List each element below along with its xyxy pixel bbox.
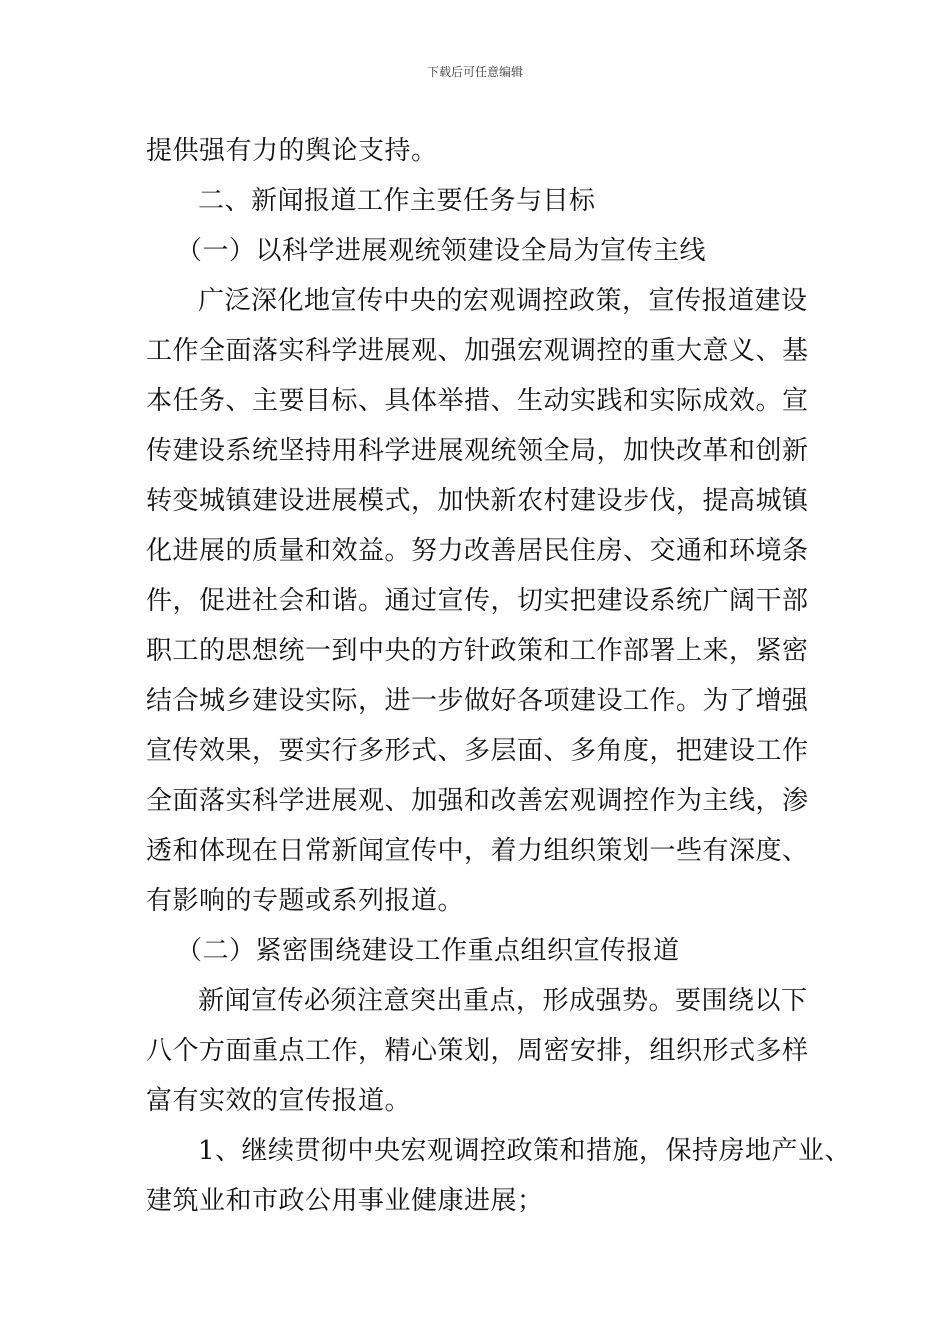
paragraph-line: 八个方面重点工作，精心策划，周密安排，组织形式多样 bbox=[146, 1036, 809, 1066]
paragraph-line: 富有实效的宣传报道。 bbox=[146, 1086, 412, 1116]
paragraph-line: 传建设系统坚持用科学进展观统领全局，加快改革和创新 bbox=[146, 436, 809, 466]
paragraph-line: 宣传效果，要实行多形式、多层面、多角度，把建设工作 bbox=[146, 736, 809, 766]
subsection-heading: （一）以科学进展观统领建设全局为宣传主线 bbox=[176, 236, 707, 266]
subsection-heading: （二）紧密围绕建设工作重点组织宣传报道 bbox=[176, 936, 680, 966]
paragraph-line: 工作全面落实科学进展观、加强宏观调控的重大意义、基 bbox=[146, 336, 809, 366]
paragraph-line: 透和体现在日常新闻宣传中，着力组织策划一些有深度、 bbox=[146, 836, 809, 866]
paragraph-line: 本任务、主要目标、具体举措、生动实践和实际成效。宣 bbox=[146, 386, 809, 416]
list-item-line: 建筑业和市政公用事业健康进展； bbox=[146, 1186, 544, 1216]
paragraph-line: 件，促进社会和谐。通过宣传，切实把建设系统广阔干部 bbox=[146, 586, 809, 616]
paragraph-line: 有影响的专题或系列报道。 bbox=[146, 886, 465, 916]
document-body bbox=[146, 126, 852, 1226]
text-line: 提供强有力的舆论支持。 bbox=[146, 136, 438, 166]
paragraph-line: 广泛深化地宣传中央的宏观调控政策，宣传报道建设 bbox=[198, 286, 808, 316]
paragraph-line: 化进展的质量和效益。努力改善居民住房、交通和环境条 bbox=[146, 536, 809, 566]
section-heading: 二、新闻报道工作主要任务与目标 bbox=[198, 186, 596, 216]
page-header: 下载后可任意编辑 bbox=[426, 65, 523, 79]
paragraph-line: 结合城乡建设实际，进一步做好各项建设工作。为了增强 bbox=[146, 686, 809, 716]
paragraph-line: 新闻宣传必须注意突出重点，形成强势。要围绕以下 bbox=[198, 986, 808, 1016]
list-item-line: 1、继续贯彻中央宏观调控政策和措施，保持房地产业、 bbox=[198, 1136, 852, 1166]
paragraph-line: 职工的思想统一到中央的方针政策和工作部署上来，紧密 bbox=[146, 636, 809, 666]
paragraph-line: 全面落实科学进展观、加强和改善宏观调控作为主线，渗 bbox=[146, 786, 809, 816]
paragraph-line: 转变城镇建设进展模式，加快新农村建设步伐，提高城镇 bbox=[146, 486, 809, 516]
